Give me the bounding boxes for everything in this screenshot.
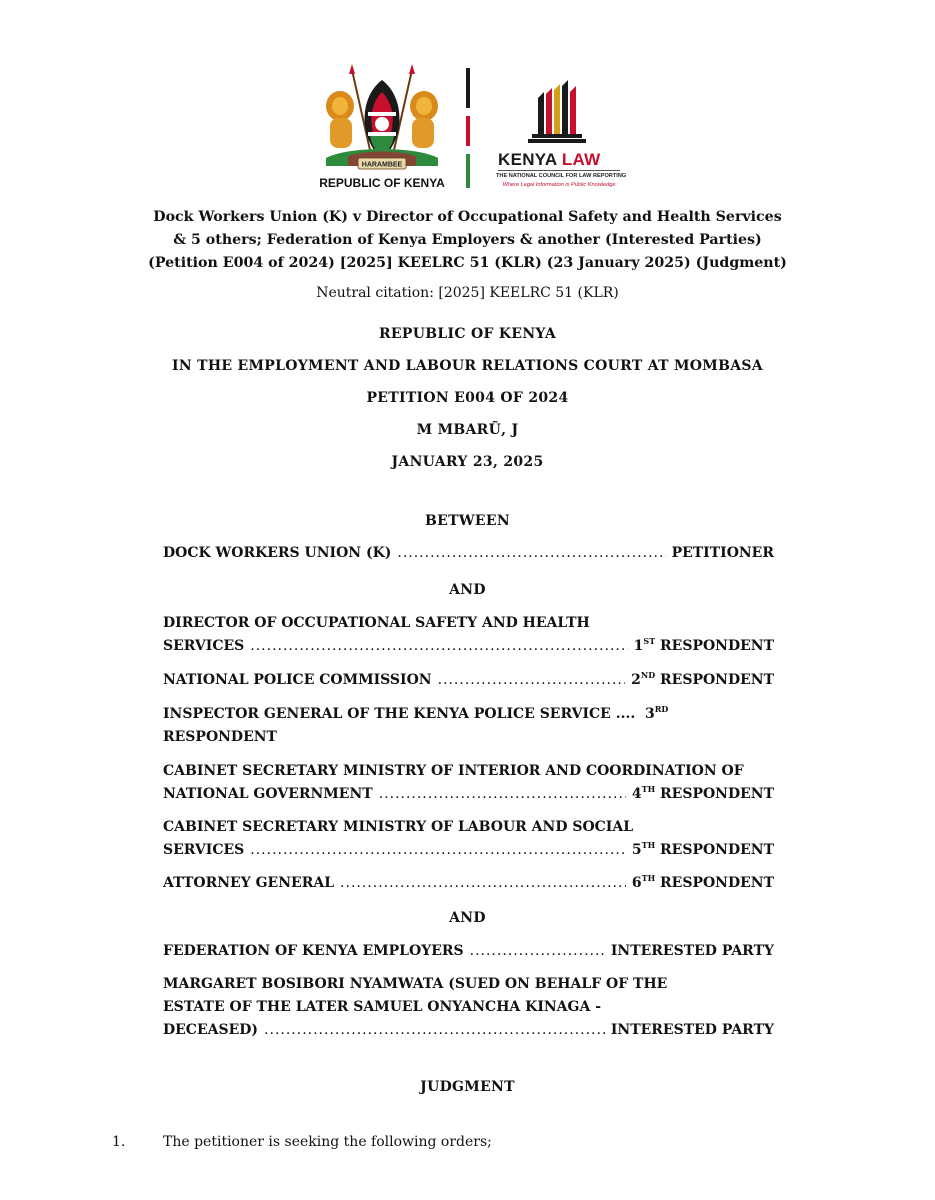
party-name: FEDERATION OF KENYA EMPLOYERS <box>163 943 464 959</box>
neutral-citation: Neutral citation: [2025] KEELRC 51 (KLR) <box>316 285 619 301</box>
heading-and-1: AND <box>449 582 486 598</box>
party-name: ESTATE OF THE LATER SAMUEL ONYANCHA KINAGA - <box>163 999 602 1015</box>
party-name: INSPECTOR GENERAL OF THE KENYA POLICE SERVICE .... <box>163 706 636 722</box>
kenya-law-tagline: Where Legal Information is Public Knowledge <box>502 182 616 188</box>
party-name: DECEASED) <box>163 1022 259 1038</box>
heading-republic: REPUBLIC OF KENYA <box>379 326 556 342</box>
party-respondent-2 <box>163 669 774 692</box>
leader-dots <box>470 940 605 963</box>
leader-dots <box>340 872 626 895</box>
party-role: 1ST RESPONDENT <box>633 636 774 654</box>
party-ordinal: 3RD <box>644 704 669 722</box>
coat-of-arms-logo <box>318 62 446 194</box>
party-name: DOCK WORKERS UNION (K) <box>163 545 392 561</box>
party-role: RESPONDENT <box>163 729 277 745</box>
party-role: 6TH RESPONDENT <box>631 873 774 891</box>
party-respondent-5 <box>163 816 774 862</box>
coat-of-arms-icon <box>318 62 446 174</box>
case-title-line: & 5 others; Federation of Kenya Employers & another (Interested Parties) <box>173 232 762 248</box>
paragraph-text: The petitioner is seeking the following orders; <box>163 1134 492 1150</box>
party-name: ATTORNEY GENERAL <box>163 875 335 891</box>
leader-dots <box>397 542 665 565</box>
flag-divider <box>466 68 470 188</box>
party-role: PETITIONER <box>671 545 774 561</box>
party-interested-2 <box>163 973 774 1042</box>
leader-dots <box>250 839 626 862</box>
leader-dots <box>250 635 627 658</box>
party-role: 4TH RESPONDENT <box>631 784 774 802</box>
party-name: DIRECTOR OF OCCUPATIONAL SAFETY AND HEALTH <box>163 615 590 631</box>
party-name: MARGARET BOSIBORI NYAMWATA (SUED ON BEHALF OF THE <box>163 976 668 992</box>
pillars-icon <box>490 78 630 148</box>
heading-court: IN THE EMPLOYMENT AND LABOUR RELATIONS COURT AT MOMBASA <box>172 358 763 374</box>
party-petitioner <box>163 542 774 565</box>
kenya-law-logo <box>490 78 630 198</box>
party-name: NATIONAL GOVERNMENT <box>163 786 373 802</box>
kenya-law-rule <box>498 170 620 171</box>
motto-text: HARAMBEE <box>361 161 403 169</box>
heading-date: JANUARY 23, 2025 <box>391 454 544 470</box>
heading-petition: PETITION E004 OF 2024 <box>366 390 569 406</box>
party-respondent-3 <box>163 703 774 749</box>
party-name: SERVICES <box>163 638 245 654</box>
kenya-law-word-law: LAW <box>561 150 601 169</box>
party-role: INTERESTED PARTY <box>610 1022 774 1038</box>
paragraph-number: 1. <box>112 1134 126 1150</box>
party-role: 2ND RESPONDENT <box>631 670 774 688</box>
leader-dots <box>264 1019 605 1042</box>
kenya-law-word-kenya: KENYA <box>498 150 557 169</box>
case-title-line: (Petition E004 of 2024) [2025] KEELRC 51 (KLR) (23 January 2025) (Judgment) <box>148 255 787 271</box>
kenya-law-subtitle: THE NATIONAL COUNCIL FOR LAW REPORTING <box>496 173 627 179</box>
heading-between: BETWEEN <box>425 513 510 529</box>
party-respondent-1 <box>163 612 774 658</box>
party-name: CABINET SECRETARY MINISTRY OF LABOUR AND SOCIAL <box>163 819 634 835</box>
party-name: CABINET SECRETARY MINISTRY OF INTERIOR AND COORDINATION OF <box>163 763 744 779</box>
party-name: NATIONAL POLICE COMMISSION <box>163 672 432 688</box>
heading-judge: M MBARŨ, J <box>416 422 519 438</box>
leader-dots <box>379 783 626 806</box>
party-interested-1 <box>163 940 774 963</box>
heading-and-2: AND <box>449 910 486 926</box>
party-respondent-4 <box>163 760 774 806</box>
header-logos <box>0 62 935 194</box>
party-name: SERVICES <box>163 842 245 858</box>
kenya-law-title <box>498 150 601 170</box>
heading-judgment: JUDGMENT <box>420 1079 515 1095</box>
party-role: INTERESTED PARTY <box>610 943 774 959</box>
case-title-line: Dock Workers Union (K) v Director of Occupational Safety and Health Services <box>153 209 782 225</box>
coat-of-arms-caption: REPUBLIC OF KENYA <box>319 176 445 190</box>
leader-dots <box>438 669 626 692</box>
party-respondent-6 <box>163 872 774 895</box>
case-title <box>0 206 935 275</box>
party-role: 5TH RESPONDENT <box>631 840 774 858</box>
